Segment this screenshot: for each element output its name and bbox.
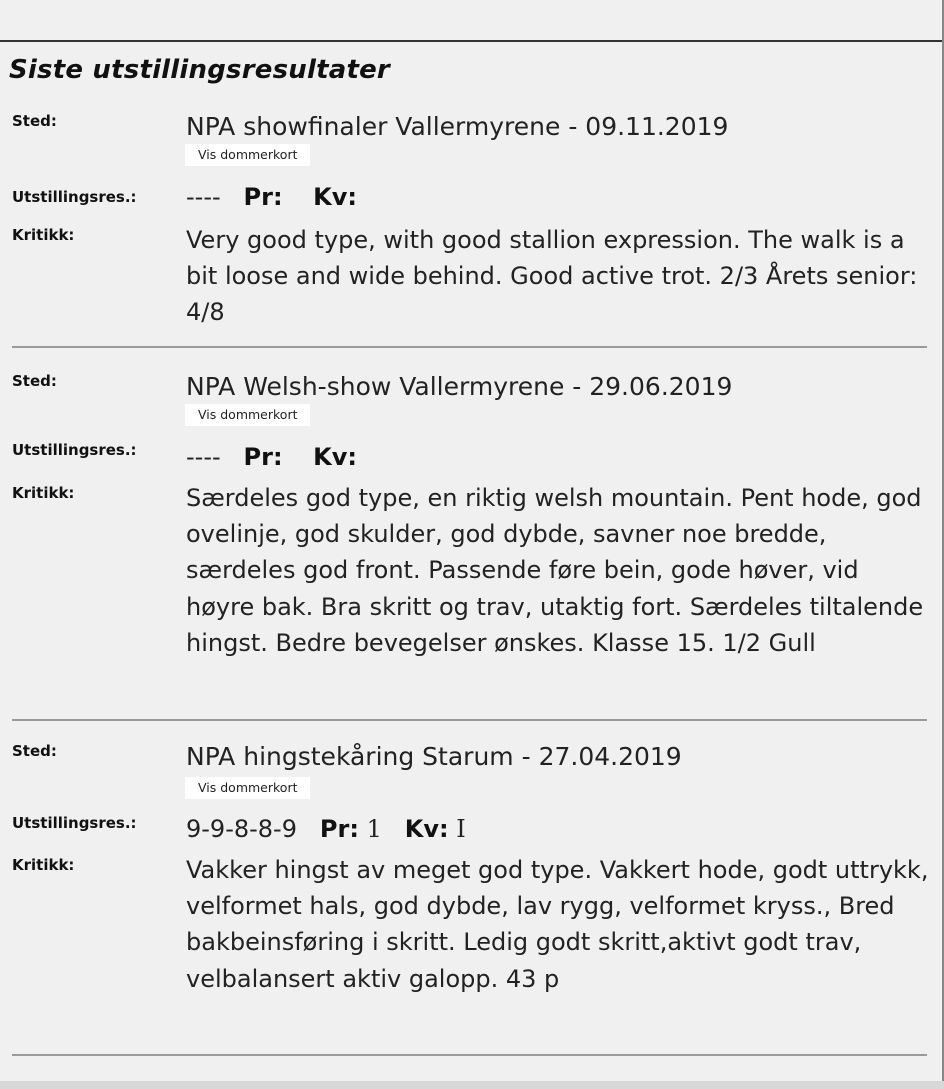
entry-divider	[12, 719, 927, 721]
judge-card-button[interactable]: Vis dommerkort	[185, 777, 310, 799]
critique-text: Vakker hingst av meget god type. Vakkert hode, godt uttrykk, velformet hals, god dybde, lav rygg, velformet kryss., Bred bakbeinsføring i skritt. Ledig godt skritt,aktivt godt trav, velbalansert aktiv galopp. 43 p	[186, 856, 929, 993]
judge-card-button[interactable]: Vis dommerkort	[185, 404, 310, 426]
result-label: Utstillingsres.:	[12, 814, 137, 832]
kv-label: Kv:	[313, 183, 357, 211]
place-label: Sted:	[12, 742, 57, 760]
critique-label: Kritikk:	[12, 226, 75, 244]
scores: ----	[186, 183, 221, 211]
kv-label: Kv:	[404, 815, 449, 843]
result-label: Utstillingsres.:	[12, 441, 137, 459]
show-place: NPA Welsh-show Vallermyrene - 29.06.2019	[186, 372, 733, 401]
critique-text: Særdeles god type, en riktig welsh mountain. Pent hode, god ovelinje, god skulder, god dybde, savner noe bredde, særdeles god front. Passende føre bein, gode høver, vid høyre bak. Bra skritt og trav, utaktig fort. Særdeles tiltalende hingst. Bedre bevegelser ønskes. Klasse 15. 1/2 Gull	[186, 484, 924, 657]
entry-divider	[12, 1054, 927, 1056]
critique-label: Kritikk:	[12, 484, 75, 502]
place-label: Sted:	[12, 112, 57, 130]
result-label: Utstillingsres.:	[12, 188, 137, 206]
result-line	[186, 814, 466, 844]
scores: 9-9-8-8-9	[186, 815, 297, 843]
judge-card-button[interactable]: Vis dommerkort	[185, 144, 310, 166]
scores: ----	[186, 443, 221, 471]
show-place: NPA showfinaler Vallermyrene - 09.11.2019	[186, 112, 729, 141]
result-line	[186, 442, 357, 472]
pr-value: 1	[366, 815, 382, 843]
pr-label: Pr:	[319, 815, 359, 843]
top-divider	[0, 40, 944, 42]
critique-label: Kritikk:	[12, 856, 75, 874]
pr-label: Pr:	[243, 443, 283, 471]
result-line	[186, 182, 357, 212]
kv-value: I	[456, 815, 466, 843]
place-label: Sted:	[12, 372, 57, 390]
section-title: Siste utstillingsresultater	[9, 55, 390, 85]
show-place: NPA hingstekåring Starum - 27.04.2019	[186, 742, 682, 771]
pr-label: Pr:	[243, 183, 283, 211]
kv-label: Kv:	[313, 443, 357, 471]
critique-text: Very good type, with good stallion expression. The walk is a bit loose and wide behind. Good active trot. 2/3 Årets senior: 4/8	[186, 226, 918, 327]
entry-divider	[12, 346, 927, 348]
bottom-border	[0, 1081, 944, 1089]
